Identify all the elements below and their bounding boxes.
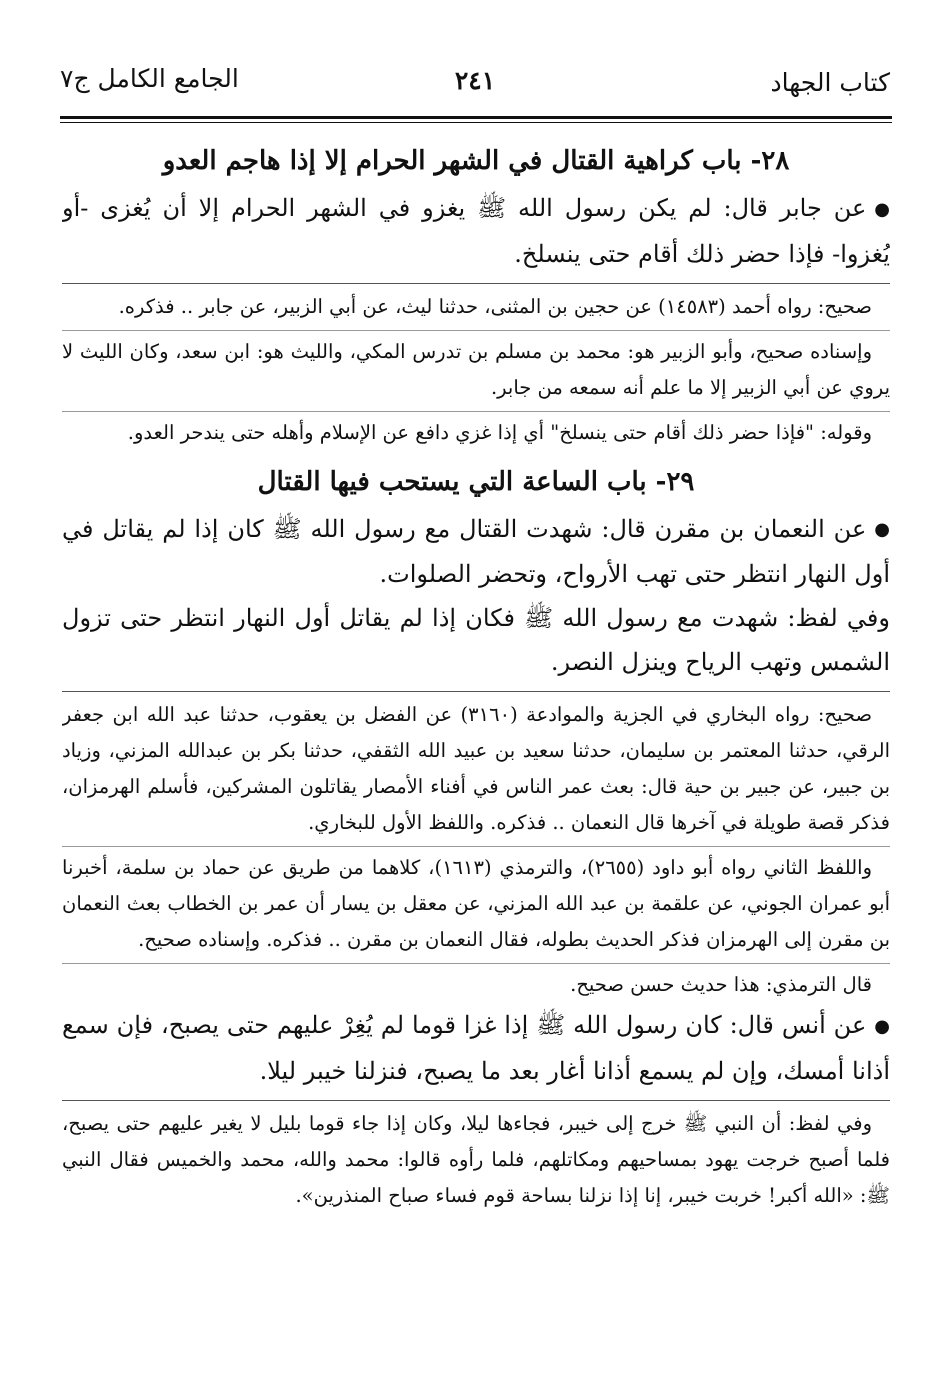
divider <box>62 330 890 331</box>
hadith-text: عن جابر قال: لم يكن رسول الله ﷺ يغزو في الشهر الحرام إلا أن يُغزى -أو يُغزوا- فإذا حضر ذلك أقام حتى ينسلخ. <box>62 194 890 268</box>
section-29-tirmidhi-note: قال الترمذي: هذا حديث حسن صحيح. <box>570 973 872 996</box>
bullet-icon: ● <box>874 519 890 540</box>
bullet-icon: ● <box>874 1015 890 1037</box>
book-title: الجامع الكامل ج٧ <box>60 64 239 93</box>
section-29-takhrij-1: صحيح: رواه البخاري في الجزية والموادعة (٣١٦٠) عن الفضل بن يعقوب، حدثنا عبد الله ابن جعفر الرقي، حدثنا المعتمر بن سليمان، حدثنا سعيد بن عبيد الله الثقفي، حدثنا بكر بن عبدالله المزني، وزياد بن جبير، عن جبير بن حية قال: بعث عمر الناس في أفناء الأمصار يقاتلون المشركين، فأسلم الهرمزان، فذكر قصة طويلة في آخرها قال النعمان .. فذكره. واللفظ الأول للبخاري. <box>62 703 890 834</box>
section-29-heading: ٢٩- باب الساعة التي يستحب فيها القتال <box>257 466 695 497</box>
divider <box>62 846 890 847</box>
hadith-text: عن النعمان بن مقرن قال: شهدت القتال مع رسول الله ﷺ كان إذا لم يقاتل في أول النهار انتظر حتى تهب الأرواح، وتحضر الصلوات. <box>62 514 890 588</box>
hadith-text: عن أنس قال: كان رسول الله ﷺ إذا غزا قوما لم يُغِرْ عليهم حتى يصبح، فإن سمع أذانا أمسك، وإن لم يسمع أذانا أغار بعد ما يصبح، فنزلنا خيبر ليلا. <box>62 1011 890 1085</box>
section-29-hadith-2 <box>62 1003 890 1093</box>
divider <box>62 283 890 284</box>
section-29-takhrij-2: واللفظ الثاني رواه أبو داود (٢٦٥٥)، والترمذي (١٦١٣)، كلاهما من طريق عن حماد بن سلمة، أخبرنا أبو عمران الجوني، عن علقمة بن عبد الله المزني، عن معقل بن يسار أن عمر بن الخطاب بعث النعمان بن مقرن إلى الهرمزان فذكر الحديث بطوله، فقال النعمان بن مقرن .. فذكره. وإسناده صحيح. <box>62 856 890 951</box>
section-28-hadith <box>62 186 890 276</box>
page-number: ٢٤١ <box>454 66 496 95</box>
book-section-title: كتاب الجهاد <box>770 68 890 97</box>
running-header <box>60 60 890 108</box>
section-28-explanation: وقوله: "فإذا حضر ذلك أقام حتى ينسلخ" أي إذا غزي دافع عن الإسلام وأهله حتى يندحر العدو. <box>127 420 872 444</box>
section-29-variant-note: وفي لفظ: أن النبي ﷺ خرج إلى خيبر، فجاءها ليلا، وكان إذا جاء قوما بليل لا يغير عليهم حتى يصبح، فلما أصبح خرجت يهود بمساحيهم ومكاتلهم، فلما رأوه قالوا: محمد والله، محمد والخميس فقال النبي ﷺ: «الله أكبر! خربت خيبر، إنا إذا نزلنا بساحة قوم فساء صباح المنذرين». <box>62 1111 890 1207</box>
section-28-isnad-note: وإسناده صحيح، وأبو الزبير هو: محمد بن مسلم بن تدرس المكي، والليث هو: ابن سعد، وكان الليث لا يروي عن أبي الزبير إلا ما علم أنه سمعه من جابر. <box>62 339 890 399</box>
section-28-takhrij: صحيح: رواه أحمد (١٤٥٨٣) عن حجين بن المثنى، حدثنا ليث، عن أبي الزبير، عن جابر .. فذكره. <box>118 294 872 318</box>
header-rule-thin <box>60 122 892 123</box>
divider <box>62 963 890 964</box>
section-29-hadith-1 <box>62 507 890 597</box>
divider <box>62 691 890 692</box>
section-29-hadith-1-variant: وفي لفظ: شهدت مع رسول الله ﷺ فكان إذا لم يقاتل أول النهار انتظر حتى تزول الشمس وتهب الرياح وينزل النصر. <box>62 604 890 676</box>
divider <box>62 1100 890 1101</box>
page-content <box>62 130 890 1370</box>
header-rule-thick <box>60 116 892 119</box>
bullet-icon: ● <box>874 198 890 220</box>
divider <box>62 411 890 412</box>
section-28-heading: ٢٨- باب كراهية القتال في الشهر الحرام إلا إذا هاجم العدو <box>162 146 790 176</box>
